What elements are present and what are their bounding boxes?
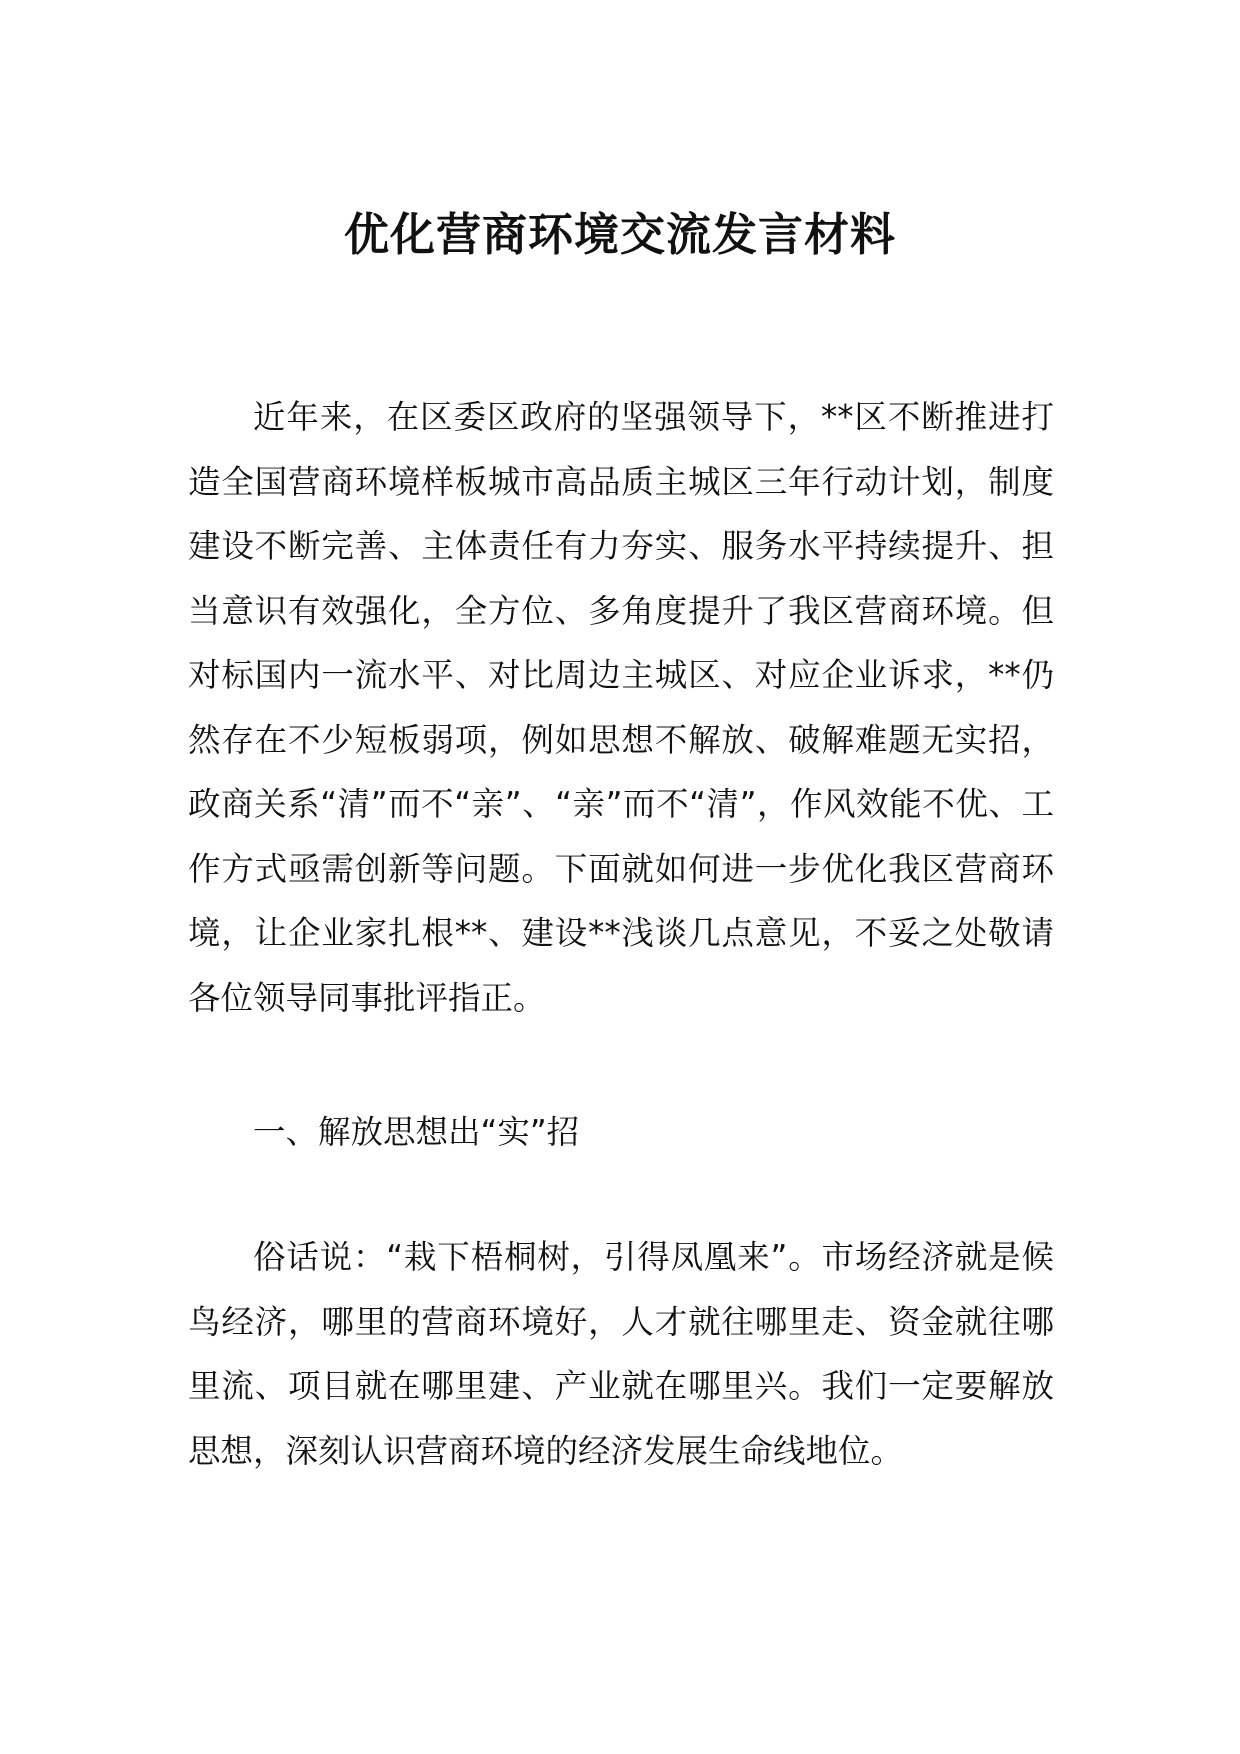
document-title: 优化营商环境交流发言材料 — [343, 208, 896, 261]
intro-paragraph: 近年来，在区委区政府的坚强领导下，**区不断推进打造全国营商环境样板城市高品质主城区三年行动计划，制度建设不断完善、主体责任有力夯实、服务水平持续提升、担当意识有效强化，全方位、多角度提升了我区营商环境。但对标国内一流水平、对比周边主城区、对应企业诉求，**仍然存在不少短板弱项，例如思想不解放、破解难题无实招，政商关系“清”而不“亲”、“亲”而不“清”，作风效能不优、工作方式亟需创新等问题。下面就如何进一步优化我区营商环境，让企业家扎根**、建设**浅谈几点意见，不妥之处敬请各位领导同事批评指正。 — [188, 398, 1054, 1017]
section-paragraph: 俗话说：“栽下梧桐树，引得凤凰来”。市场经济就是候鸟经济，哪里的营商环境好，人才就往哪里走、资金就往哪里流、项目就在哪里建、产业就在哪里兴。我们一定要解放思想，深刻认识营商环境的经济发展生命线地位。 — [188, 1238, 1054, 1470]
section-heading: 一、解放思想出“实”招 — [253, 1113, 580, 1151]
